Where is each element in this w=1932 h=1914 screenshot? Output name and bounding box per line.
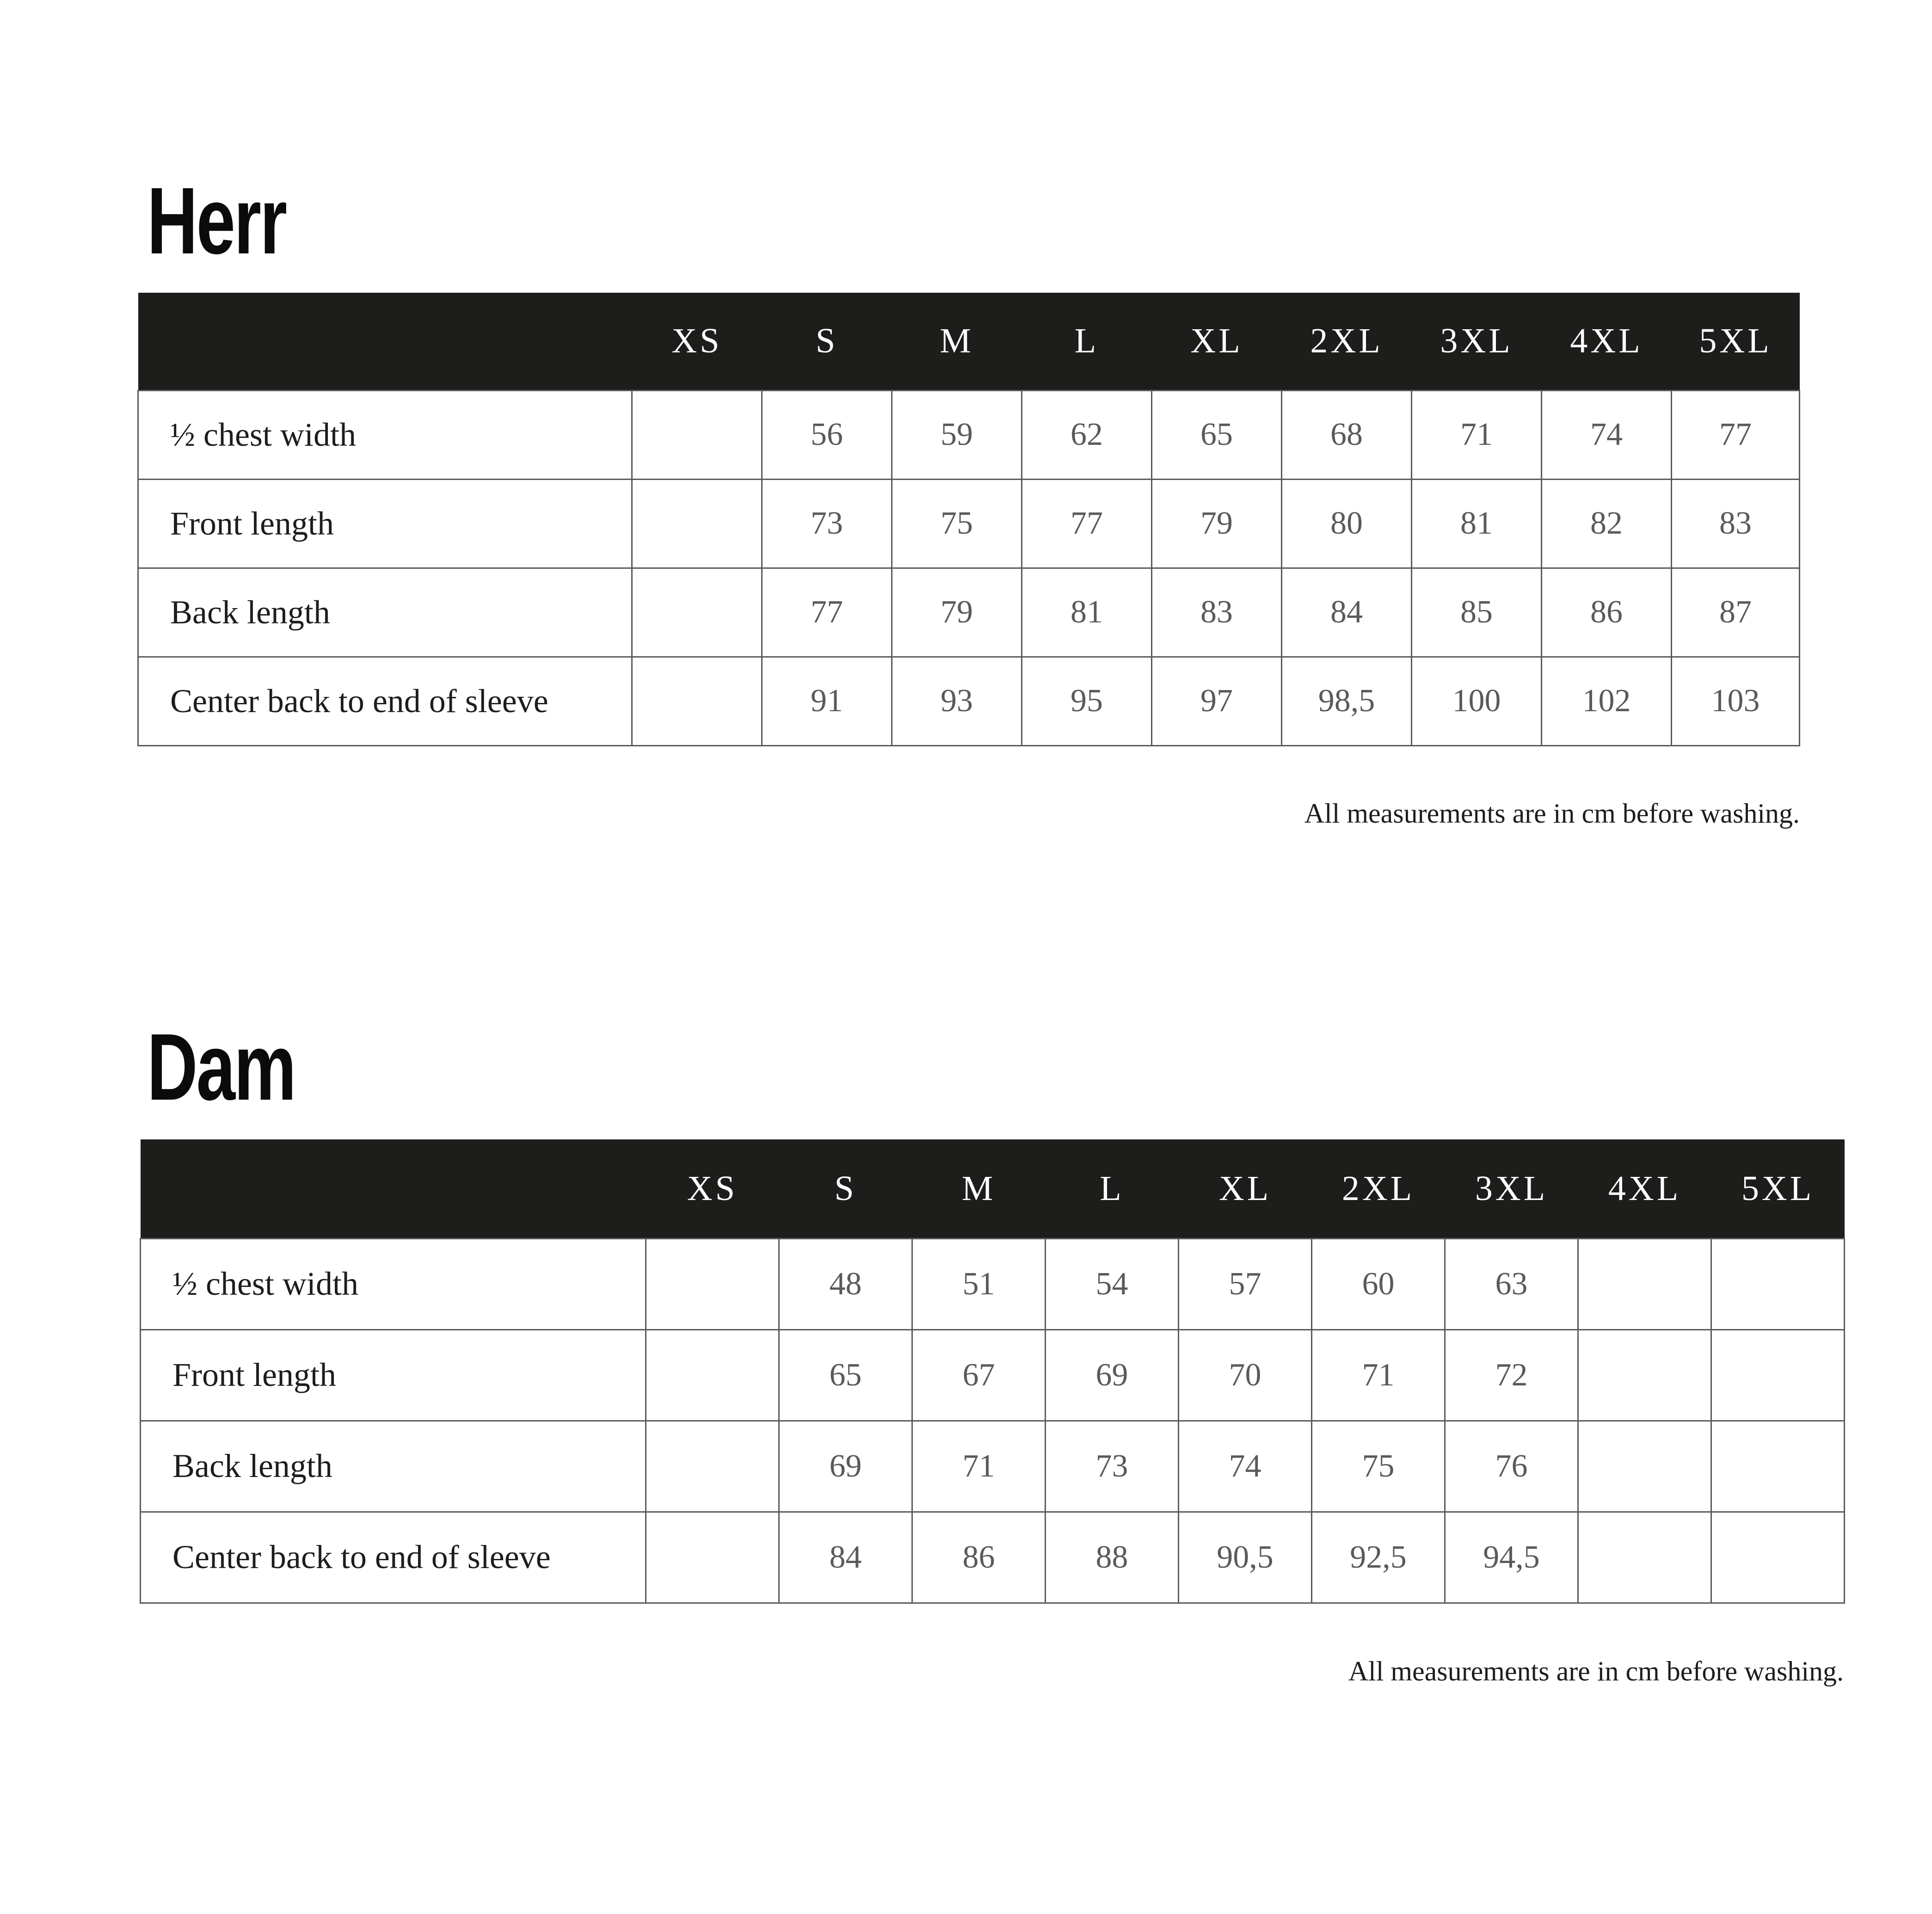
cell: 69 (779, 1421, 912, 1512)
size-4xl: 4XL (1542, 293, 1672, 390)
cell (646, 1329, 779, 1421)
cell (632, 568, 762, 657)
table-row (141, 1238, 1845, 1329)
cell: 100 (1412, 657, 1542, 745)
cell: 74 (1179, 1421, 1312, 1512)
dam-size-table (140, 1139, 1845, 1604)
size-s: S (762, 293, 892, 390)
herr-title: Herr (147, 168, 286, 274)
cell: 74 (1542, 390, 1672, 479)
size-5xl: 5XL (1711, 1139, 1845, 1238)
row-label: ½ chest width (138, 390, 632, 479)
cell: 71 (912, 1421, 1046, 1512)
cell: 59 (892, 390, 1022, 479)
cell: 70 (1179, 1329, 1312, 1421)
cell: 93 (892, 657, 1022, 745)
cell: 80 (1282, 479, 1412, 568)
cell: 73 (762, 479, 892, 568)
header-blank (138, 293, 632, 390)
size-2xl: 2XL (1282, 293, 1412, 390)
size-xs: XS (632, 293, 762, 390)
size-4xl: 4XL (1578, 1139, 1711, 1238)
cell: 48 (779, 1238, 912, 1329)
cell: 75 (1312, 1421, 1445, 1512)
size-l: L (1022, 293, 1152, 390)
cell: 72 (1445, 1329, 1578, 1421)
cell: 71 (1312, 1329, 1445, 1421)
cell: 85 (1412, 568, 1542, 657)
cell: 81 (1022, 568, 1152, 657)
cell (1578, 1512, 1711, 1603)
cell: 83 (1672, 479, 1800, 568)
cell: 86 (912, 1512, 1046, 1603)
table-row (138, 657, 1800, 745)
cell: 86 (1542, 568, 1672, 657)
cell: 90,5 (1179, 1512, 1312, 1603)
cell: 75 (892, 479, 1022, 568)
size-5xl: 5XL (1672, 293, 1800, 390)
cell: 98,5 (1282, 657, 1412, 745)
cell (1711, 1238, 1845, 1329)
table-row (141, 1512, 1845, 1603)
cell (632, 657, 762, 745)
size-xl: XL (1179, 1139, 1312, 1238)
cell: 71 (1412, 390, 1542, 479)
herr-size-table (137, 293, 1800, 746)
cell: 65 (1152, 390, 1282, 479)
cell: 79 (1152, 479, 1282, 568)
cell (1578, 1421, 1711, 1512)
cell: 97 (1152, 657, 1282, 745)
cell: 94,5 (1445, 1512, 1578, 1603)
cell (646, 1421, 779, 1512)
cell: 65 (779, 1329, 912, 1421)
cell: 83 (1152, 568, 1282, 657)
cell: 77 (1022, 479, 1152, 568)
cell: 95 (1022, 657, 1152, 745)
cell: 79 (892, 568, 1022, 657)
herr-measurement-note: All measurements are in cm before washing. (1304, 798, 1800, 829)
herr-header-row (138, 293, 1800, 390)
dam-measurement-note: All measurements are in cm before washing. (1348, 1656, 1844, 1686)
row-label: Back length (138, 568, 632, 657)
row-label: Center back to end of sleeve (138, 657, 632, 745)
cell: 77 (1672, 390, 1800, 479)
row-label: Front length (141, 1329, 646, 1421)
size-3xl: 3XL (1445, 1139, 1578, 1238)
cell: 102 (1542, 657, 1672, 745)
row-label: Back length (141, 1421, 646, 1512)
cell: 81 (1412, 479, 1542, 568)
cell: 57 (1179, 1238, 1312, 1329)
cell: 87 (1672, 568, 1800, 657)
cell: 84 (1282, 568, 1412, 657)
cell (1578, 1238, 1711, 1329)
cell: 76 (1445, 1421, 1578, 1512)
size-3xl: 3XL (1412, 293, 1542, 390)
size-xl: XL (1152, 293, 1282, 390)
cell (646, 1512, 779, 1603)
cell: 60 (1312, 1238, 1445, 1329)
cell: 92,5 (1312, 1512, 1445, 1603)
cell (1711, 1421, 1845, 1512)
table-row (141, 1421, 1845, 1512)
dam-title: Dam (147, 1014, 295, 1120)
table-row (138, 390, 1800, 479)
cell: 91 (762, 657, 892, 745)
cell (632, 479, 762, 568)
size-m: M (912, 1139, 1046, 1238)
cell: 54 (1046, 1238, 1179, 1329)
size-m: M (892, 293, 1022, 390)
cell: 62 (1022, 390, 1152, 479)
row-label: Front length (138, 479, 632, 568)
table-row (138, 568, 1800, 657)
cell (1578, 1329, 1711, 1421)
size-2xl: 2XL (1312, 1139, 1445, 1238)
cell (1711, 1512, 1845, 1603)
cell: 68 (1282, 390, 1412, 479)
cell: 84 (779, 1512, 912, 1603)
row-label: Center back to end of sleeve (141, 1512, 646, 1603)
table-row (141, 1329, 1845, 1421)
size-l: L (1046, 1139, 1179, 1238)
cell (1711, 1329, 1845, 1421)
cell: 63 (1445, 1238, 1578, 1329)
cell (632, 390, 762, 479)
cell: 77 (762, 568, 892, 657)
cell: 103 (1672, 657, 1800, 745)
table-row (138, 479, 1800, 568)
cell: 88 (1046, 1512, 1179, 1603)
cell (646, 1238, 779, 1329)
cell: 56 (762, 390, 892, 479)
size-xs: XS (646, 1139, 779, 1238)
cell: 69 (1046, 1329, 1179, 1421)
dam-header-row (141, 1139, 1845, 1238)
cell: 82 (1542, 479, 1672, 568)
size-s: S (779, 1139, 912, 1238)
row-label: ½ chest width (141, 1238, 646, 1329)
header-blank (141, 1139, 646, 1238)
cell: 51 (912, 1238, 1046, 1329)
cell: 73 (1046, 1421, 1179, 1512)
cell: 67 (912, 1329, 1046, 1421)
